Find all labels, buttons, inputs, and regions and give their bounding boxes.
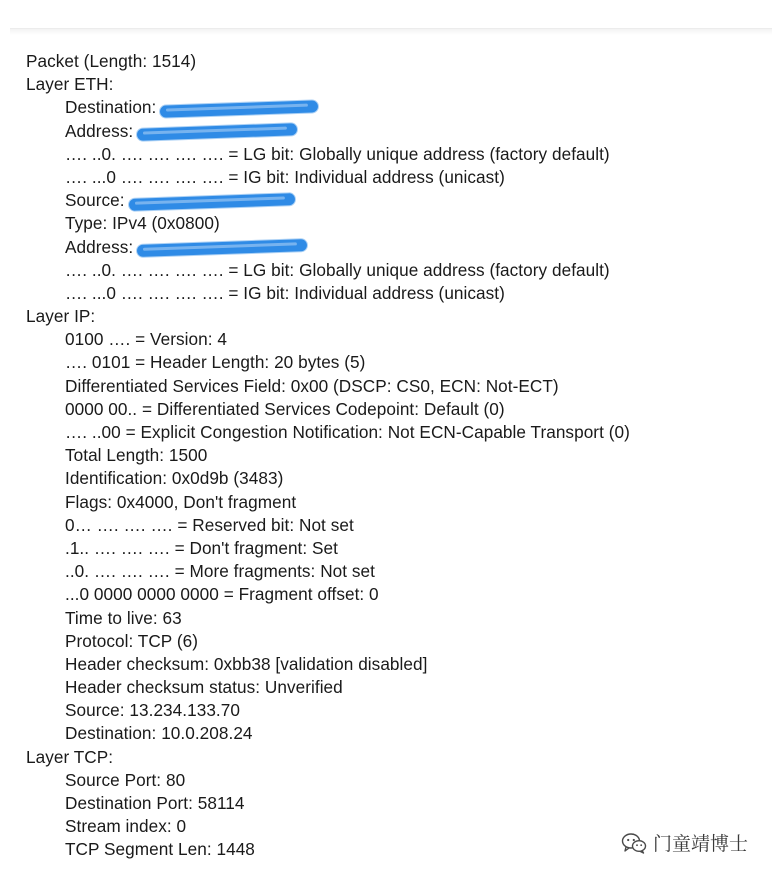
layer-tcp-header[interactable]: Layer TCP: <box>26 746 114 767</box>
ip-ecn-row[interactable]: …. ..00 = Explicit Congestion Notification: Not ECN-Capable Transport (0) <box>65 422 630 442</box>
ip-reserved-bit-row[interactable]: 0… …. …. …. = Reserved bit: Not set <box>65 514 354 535</box>
tcp-stream-index-row[interactable]: Stream index: 0 <box>65 816 187 837</box>
eth-address-row[interactable] <box>26 236 766 259</box>
ip-header-length-row[interactable]: …. 0101 = Header Length: 20 bytes (5) <box>65 352 366 373</box>
packet-header[interactable]: Packet (Length: 1514) <box>26 51 197 71</box>
redacted-mark <box>160 100 318 118</box>
tcp-destination-port-row[interactable]: Destination Port: 58114 <box>65 793 245 813</box>
eth-address-label: Address: <box>65 120 134 141</box>
ip-checksum-status-row[interactable]: Header checksum status: Unverified <box>65 677 343 698</box>
redacted-mark <box>137 123 297 141</box>
layer-ip-header[interactable]: Layer IP: <box>26 306 96 327</box>
ip-checksum-row[interactable]: Header checksum: 0xbb38 [validation disabled] <box>65 653 428 674</box>
layer-eth-header[interactable]: Layer ETH: <box>26 74 114 95</box>
eth-lg-bit-row[interactable]: …. ..0. …. …. …. …. = LG bit: Globally unique address (factory default) <box>65 143 610 164</box>
watermark-text: 门童靖博士 <box>652 834 748 855</box>
redacted-mark <box>128 193 294 211</box>
ip-identification-row[interactable]: Identification: 0x0d9b (3483) <box>65 468 284 489</box>
eth-destination-row[interactable] <box>26 96 766 119</box>
watermark <box>621 829 748 856</box>
eth-source-row[interactable] <box>26 189 766 212</box>
ip-total-length-row[interactable]: Total Length: 1500 <box>65 445 208 466</box>
eth-destination-label: Destination: <box>65 97 157 118</box>
eth-ig-bit-row[interactable]: …. ...0 …. …. …. …. = IG bit: Individual address (unicast) <box>65 282 505 303</box>
ip-fragment-offset-row[interactable]: ...0 0000 0000 0000 = Fragment offset: 0 <box>65 584 379 605</box>
packet-details-tree[interactable] <box>26 50 766 862</box>
eth-type-row[interactable]: Type: IPv4 (0x0800) <box>65 213 220 234</box>
eth-source-label: Source: <box>65 190 125 211</box>
wechat-icon <box>621 832 647 854</box>
tcp-source-port-row[interactable]: Source Port: 80 <box>65 769 186 790</box>
ip-dsfield-row[interactable]: Differentiated Services Field: 0x00 (DSCP: CS0, ECN: Not-ECT) <box>65 375 559 396</box>
ip-dont-fragment-row[interactable]: .1.. …. …. …. = Don't fragment: Set <box>65 537 338 558</box>
eth-address-label: Address: <box>65 236 134 257</box>
eth-lg-bit-row[interactable]: …. ..0. …. …. …. …. = LG bit: Globally unique address (factory default) <box>65 259 610 280</box>
ip-protocol-row[interactable]: Protocol: TCP (6) <box>65 630 198 651</box>
ip-more-fragments-row[interactable]: ..0. …. …. …. = More fragments: Not set <box>65 561 375 582</box>
ip-source-row[interactable]: Source: 13.234.133.70 <box>65 700 240 721</box>
eth-ig-bit-row[interactable]: …. ...0 …. …. …. …. = IG bit: Individual address (unicast) <box>65 166 505 187</box>
tcp-segment-len-row[interactable]: TCP Segment Len: 1448 <box>65 839 255 860</box>
ip-dscp-row[interactable]: 0000 00.. = Differentiated Services Codepoint: Default (0) <box>65 398 505 419</box>
ip-flags-row[interactable]: Flags: 0x4000, Don't fragment <box>65 491 297 512</box>
ip-version-row[interactable]: 0100 …. = Version: 4 <box>65 329 227 350</box>
redacted-mark <box>137 239 307 257</box>
top-divider <box>10 28 772 35</box>
eth-address-row[interactable] <box>26 120 766 143</box>
ip-ttl-row[interactable]: Time to live: 63 <box>65 607 182 628</box>
ip-destination-row[interactable]: Destination: 10.0.208.24 <box>65 723 253 744</box>
